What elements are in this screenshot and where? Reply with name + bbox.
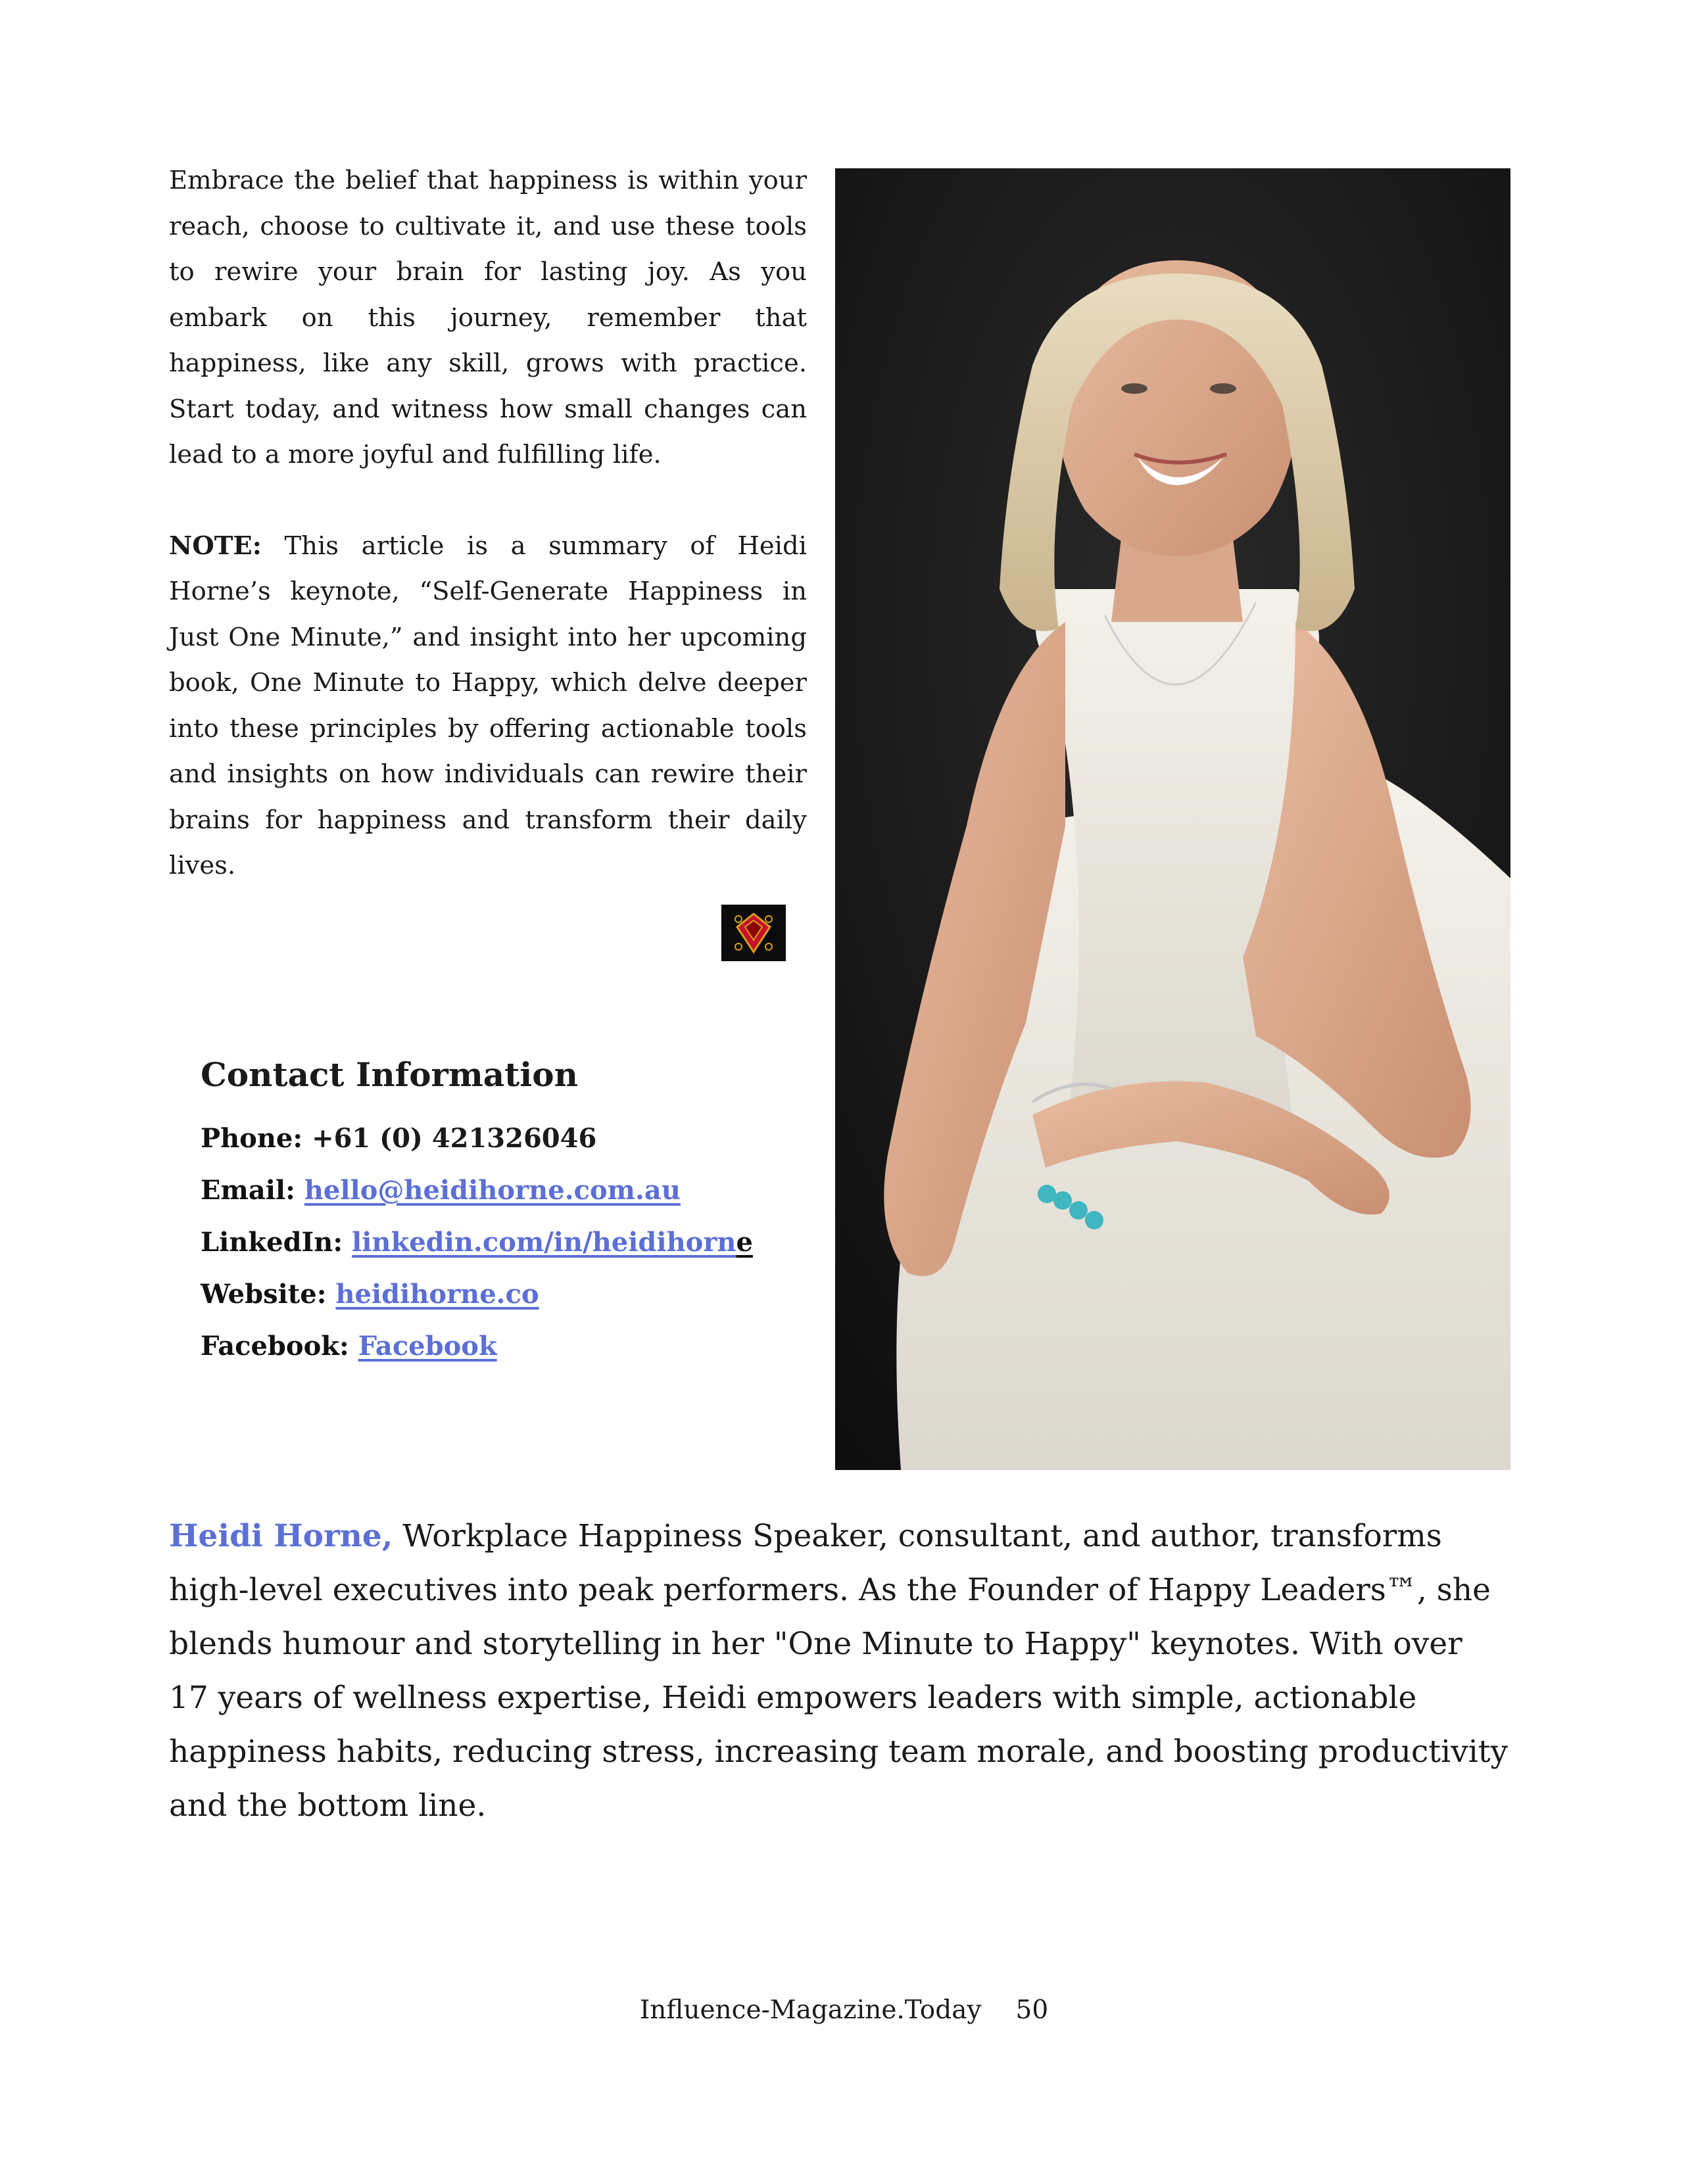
website-link[interactable]: heidihorne.co xyxy=(335,1279,539,1310)
note-paragraph xyxy=(169,523,807,889)
magazine-logo-icon xyxy=(721,905,786,961)
linkedin-label: LinkedIn: xyxy=(201,1227,343,1258)
contact-linkedin-row xyxy=(201,1216,792,1268)
email-label: Email: xyxy=(201,1175,295,1206)
linkedin-link-tail[interactable]: e xyxy=(736,1227,753,1258)
email-link[interactable]: hello@heidihorne.com.au xyxy=(304,1175,681,1206)
facebook-link[interactable]: Facebook xyxy=(358,1331,497,1362)
linkedin-link[interactable]: linkedin.com/in/heidihorn xyxy=(352,1227,736,1258)
contact-email-row xyxy=(201,1164,792,1216)
closing-paragraph: Embrace the belief that happiness is within your reach, choose to cultivate it, and use these tools to rewire your brain for lasting joy. As you embark on this journey, remember that happiness, like any skill, grows with practice. Start today, and witness how small changes can lead to a more joyful and fulfilling life. xyxy=(169,166,807,469)
page-number: 50 xyxy=(1015,1995,1049,2025)
website-label: Website: xyxy=(201,1279,327,1310)
phone-label: Phone: xyxy=(201,1123,303,1154)
article-text xyxy=(169,158,807,889)
note-label: NOTE: xyxy=(169,531,262,561)
contact-phone-row xyxy=(201,1112,792,1164)
contact-information xyxy=(201,1052,792,1372)
author-name: Heidi Horne, xyxy=(169,1518,393,1554)
author-bio-text: Workplace Happiness Speaker, consultant, and author, transforms high-level executives into peak performers. As the Founder of Happy Leaders™, she blends humour and storytelling in her "One Minute to Happy" keynotes. With over 17 years of wellness expertise, Heidi empowers leaders with simple, actionable happiness habits, reducing stress, increasing team morale, and boosting productivity and the bottom line. xyxy=(169,1518,1508,1824)
portrait-photo xyxy=(835,168,1510,1470)
contact-facebook-row xyxy=(201,1320,792,1372)
note-text: This article is a summary of Heidi Horne’s keynote, “Self-Generate Happiness in Just One Minute,” and insight into her upcoming book, One Minute to Happy, which delve deeper into these principles by offering actionable tools and insights on how individuals can rewire their brains for happiness and transform their daily lives. xyxy=(169,531,807,880)
magazine-name: Influence-Magazine.Today xyxy=(639,1995,982,2025)
page-footer xyxy=(0,1993,1688,2028)
phone-value: +61 (0) 421326046 xyxy=(302,1123,597,1154)
author-bio xyxy=(169,1509,1510,1833)
facebook-label: Facebook: xyxy=(201,1331,349,1362)
contact-website-row xyxy=(201,1268,792,1320)
contact-heading: Contact Information xyxy=(201,1055,578,1094)
